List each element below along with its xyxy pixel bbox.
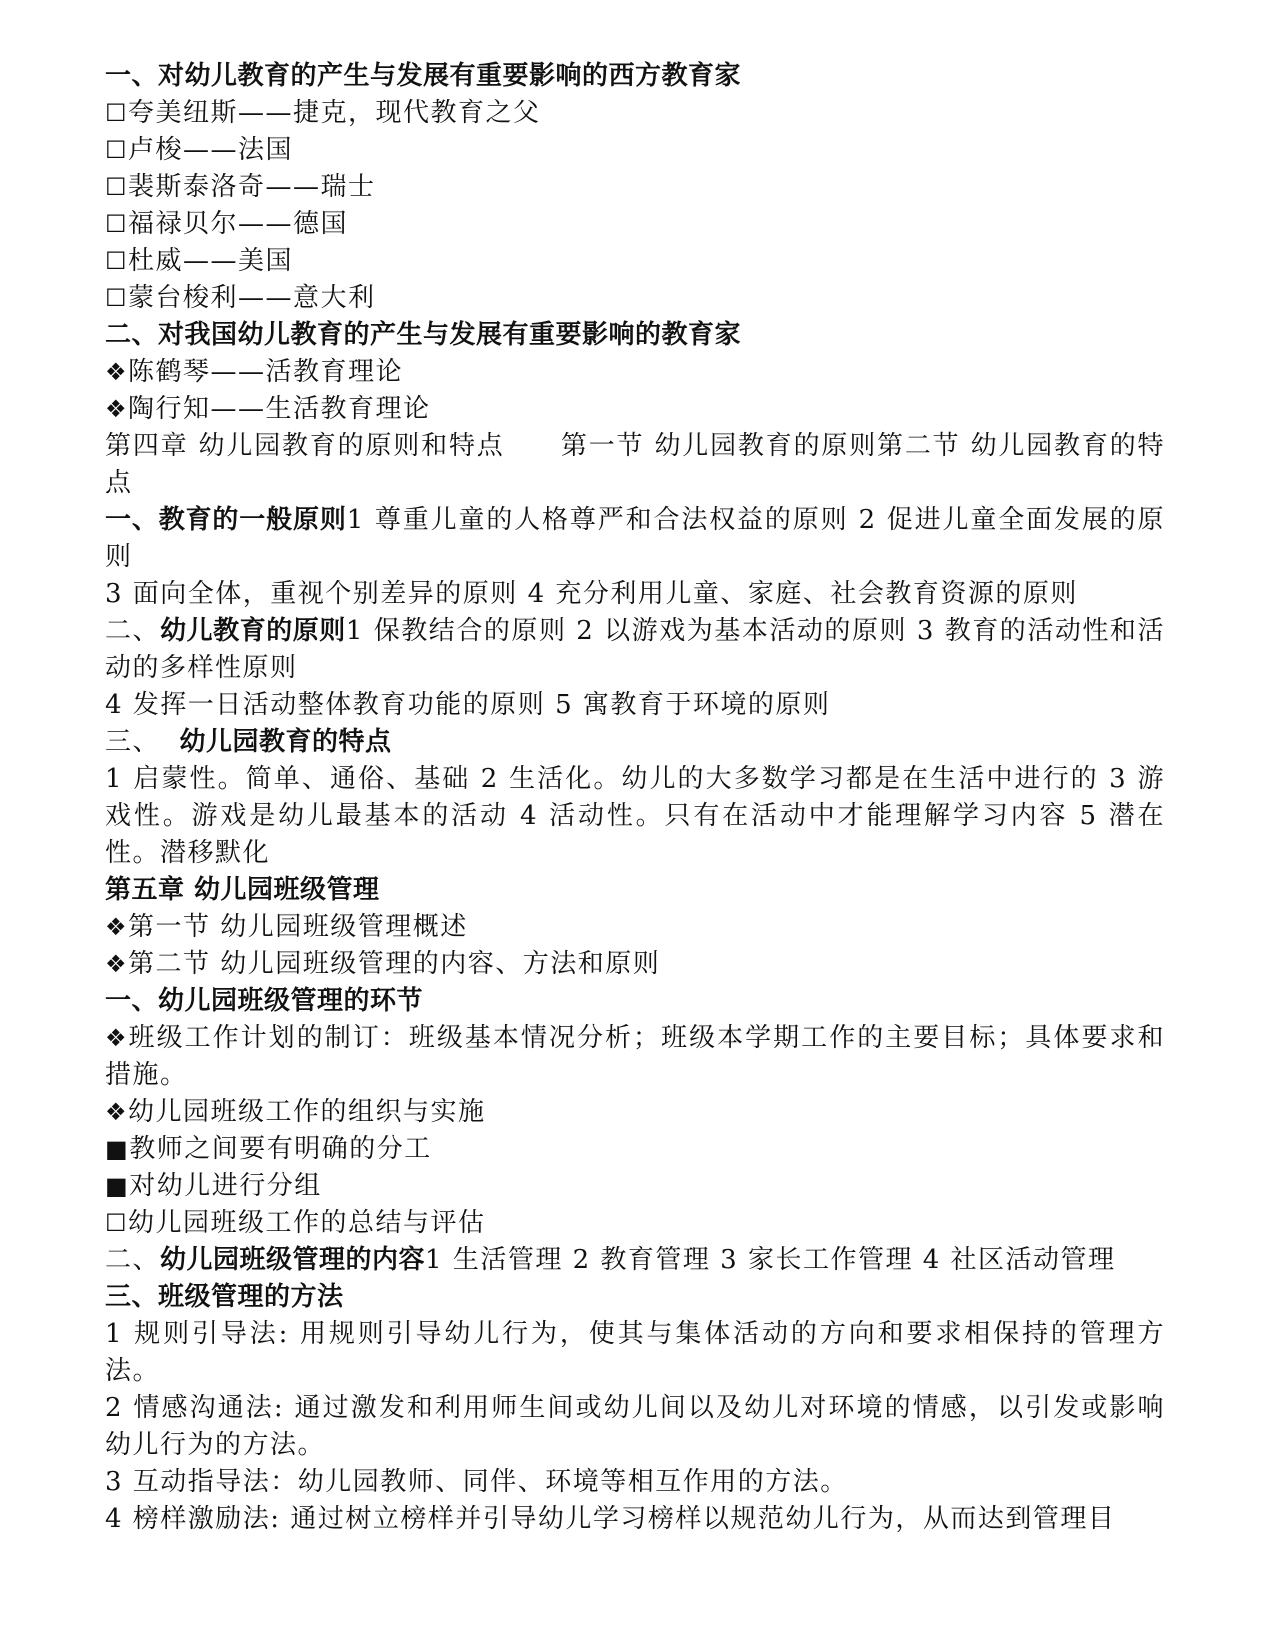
list-item: ❖幼儿园班级工作的组织与实施 [105,1097,486,1127]
preschool-principles-cont: 4 发挥一日活动整体教育功能的原则 5 寓教育于环境的原则 [105,690,831,720]
list-item: ❖第一节 幼儿园班级管理概述 [105,912,468,942]
checkbox-bullet-icon: ☐ [105,247,129,275]
list-item: ☐卢梭——法国 [105,135,294,165]
list-item: 1 规则引导法: 用规则引导幼儿行为，使其与集体活动的方向和要求相保持的管理方法。 [105,1319,1165,1386]
checkbox-bullet-icon: ☐ [105,173,129,201]
features-text: 1 启蒙性。简单、通俗、基础 2 生活化。幼儿的大多数学习都是在生活中进行的 3 游戏性。游戏是幼儿最基本的活动 4 活动性。只有在活动中才能理解学习内容 5 潜在性。潜移默化 [105,764,1165,868]
list-item: ■教师之间要有明确的分工 [105,1134,432,1164]
diamond-bullet-icon: ❖ [105,913,129,941]
class-methods-title: 三、班级管理的方法 [105,1282,344,1312]
chapter5-title: 第五章 幼儿园班级管理 [105,875,380,905]
features-title: 三、 幼儿园教育的特点 [105,727,392,757]
list-item: ❖陈鹤琴——活教育理论 [105,357,404,387]
diamond-bullet-icon: ❖ [105,950,129,978]
list-item: 3 互动指导法：幼儿园教师、同伴、环境等相互作用的方法。 [105,1467,848,1497]
checkbox-bullet-icon: ☐ [105,210,129,238]
checkbox-bullet-icon: ☐ [105,136,129,164]
list-item: ☐福禄贝尔——德国 [105,209,349,239]
list-item: ❖第二节 幼儿园班级管理的内容、方法和原则 [105,949,661,979]
square-bullet-icon: ■ [105,1135,130,1163]
diamond-bullet-icon: ❖ [105,358,129,386]
list-item: 4 榜样激励法: 通过树立榜样并引导幼儿学习榜样以规范幼儿行为，从而达到管理目 [105,1504,1116,1534]
list-item: ☐蒙台梭利——意大利 [105,283,376,313]
diamond-bullet-icon: ❖ [105,1098,129,1126]
diamond-bullet-icon: ❖ [105,1024,129,1052]
section-west-title: 一、对幼儿教育的产生与发展有重要影响的西方教育家 [105,61,742,91]
list-item: ■对幼儿进行分组 [105,1171,322,1201]
list-item: ☐幼儿园班级工作的总结与评估 [105,1208,486,1238]
general-principles-cont: 3 面向全体，重视个别差异的原则 4 充分利用儿童、家庭、社会教育资源的原则 [105,579,1078,609]
section-china-title: 二、对我国幼儿教育的产生与发展有重要影响的教育家 [105,320,742,350]
preschool-principles: 二、幼儿教育的原则1 保教结合的原则 2 以游戏为基本活动的原则 3 教育的活动性和活动的多样性原则 [105,616,1165,683]
class-links-title: 一、幼儿园班级管理的环节 [105,986,424,1016]
diamond-bullet-icon: ❖ [105,395,129,423]
checkbox-bullet-icon: ☐ [105,284,129,312]
class-content: 二、幼儿园班级管理的内容1 生活管理 2 教育管理 3 家长工作管理 4 社区活动管理 [105,1245,1116,1275]
checkbox-bullet-icon: ☐ [105,99,129,127]
list-item: ❖班级工作计划的制订：班级基本情况分析；班级本学期工作的主要目标；具体要求和措施。 [105,1023,1165,1090]
list-item: ☐夸美纽斯——捷克，现代教育之父 [105,98,541,128]
list-item: 2 情感沟通法: 通过激发和利用师生间或幼儿间以及幼儿对环境的情感，以引发或影响幼儿行为的方法。 [105,1393,1165,1460]
chapter4-heading: 第四章 幼儿园教育的原则和特点 第一节 幼儿园教育的原则第二节 幼儿园教育的特点 [105,431,1166,498]
checkbox-bullet-icon: ☐ [105,1209,129,1237]
square-bullet-icon: ■ [105,1172,130,1200]
general-principles: 一、教育的一般原则1 尊重儿童的人格尊严和合法权益的原则 2 促进儿童全面发展的原则 [105,505,1165,572]
list-item: ❖陶行知——生活教育理论 [105,394,431,424]
list-item: ☐裴斯泰洛奇——瑞士 [105,172,376,202]
list-item: ☐杜威——美国 [105,246,294,276]
document-page [105,58,1165,1538]
